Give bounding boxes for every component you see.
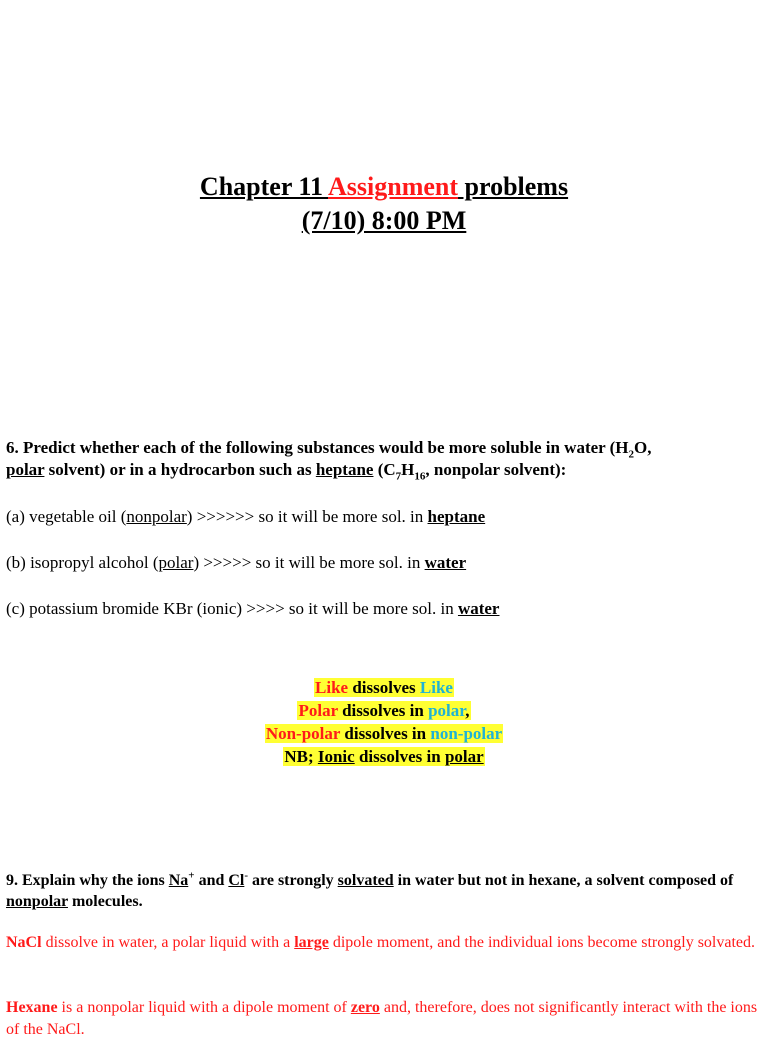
rule-like-2: Like xyxy=(419,678,453,697)
q6-polar: polar xyxy=(6,460,45,479)
q6-mid: solvent) or in a hydrocarbon such as xyxy=(44,460,316,479)
solubility-rule xyxy=(0,676,768,768)
answer-a-mid: ) >>>>>> so it will be more sol. in xyxy=(186,507,428,526)
rule-polar-3: polar xyxy=(444,747,484,766)
q6-h: H xyxy=(401,460,415,479)
answer-b-result: water xyxy=(424,553,467,572)
rule-comma: , xyxy=(465,701,470,720)
q9-cl: Cl xyxy=(228,872,245,889)
hexane-text-1: is a nonpolar liquid with a dipole moment of xyxy=(57,999,351,1016)
rule-polar-1: Polar xyxy=(298,701,338,720)
rule-dissolves-4: dissolves in xyxy=(354,747,445,766)
q6-sub-2: 2 xyxy=(628,448,635,461)
q6-sub-7: 7 xyxy=(395,470,402,483)
hexane-zero: zero xyxy=(350,999,380,1016)
q6-heptane: heptane xyxy=(315,460,374,479)
question-6 xyxy=(6,437,756,481)
answer-c-pre: (c) potassium bromide KBr (ionic) >>>> so it will be more sol. in xyxy=(6,599,458,618)
question-9 xyxy=(6,870,746,912)
nacl-term: NaCl xyxy=(6,934,42,951)
rule-line-4 xyxy=(0,745,768,768)
hexane-text-2: and, therefore, does not significantly interact with the ions of the NaCl. xyxy=(6,999,758,1038)
q9-solvated: solvated xyxy=(337,872,394,889)
rule-ionic: Ionic xyxy=(317,747,355,766)
rule-nb: NB; xyxy=(284,747,318,766)
nacl-text-2: dipole moment, and the individual ions become strongly solvated. xyxy=(328,934,756,951)
rule-dissolves-2: dissolves in xyxy=(337,701,429,720)
hexane-term: Hexane xyxy=(6,999,58,1016)
rule-dissolves-3: dissolves in xyxy=(340,724,431,743)
answer-c-result: water xyxy=(457,599,500,618)
q9-lead: 9. Explain why the ions xyxy=(6,872,169,889)
title-deadline: (7/10) 8:00 PM xyxy=(301,206,467,235)
q6-paren: (C xyxy=(373,460,396,479)
q9-cl-sup: - xyxy=(244,869,249,882)
hexane-paragraph xyxy=(6,997,764,1041)
rule-nonpolar-2: non-polar xyxy=(430,724,503,743)
answer-b-pre: (b) isopropyl alcohol ( xyxy=(6,553,159,572)
page-title xyxy=(0,170,768,204)
nacl-paragraph xyxy=(6,932,764,954)
q6-sub-16: 16 xyxy=(414,470,426,483)
rule-dissolves-1: dissolves xyxy=(348,678,420,697)
q6-tail: , nonpolar solvent): xyxy=(425,460,567,479)
nacl-large: large xyxy=(294,934,329,951)
rule-like-1: Like xyxy=(315,678,349,697)
q9-nonpolar: nonpolar xyxy=(6,893,68,910)
answer-b-term: polar xyxy=(158,553,194,572)
q6-lead: 6. Predict whether each of the following substances would be more soluble in water (H xyxy=(6,438,629,457)
answer-b-mid: ) >>>>> so it will be more sol. in xyxy=(193,553,425,572)
q9-mid: are strongly xyxy=(248,872,338,889)
rule-line-2 xyxy=(0,699,768,722)
answer-a-term: nonpolar xyxy=(126,507,187,526)
answer-a-pre: (a) vegetable oil ( xyxy=(6,507,127,526)
title-chapter: Chapter 11 xyxy=(199,172,329,201)
rule-line-1 xyxy=(0,676,768,699)
title-problems: problems xyxy=(458,172,569,201)
q9-and: and xyxy=(194,872,229,889)
title-assignment: Assignment xyxy=(328,172,459,201)
q9-mid2: in water but not in hexane, a solvent composed of xyxy=(393,872,734,889)
answer-a xyxy=(6,506,485,528)
q6-after-sub: O, xyxy=(634,438,652,457)
answer-b xyxy=(6,552,466,574)
page-subtitle xyxy=(0,204,768,238)
answer-c xyxy=(6,598,499,620)
rule-polar-2: polar xyxy=(428,701,466,720)
rule-line-3 xyxy=(0,722,768,745)
nacl-text-1: dissolve in water, a polar liquid with a xyxy=(41,934,295,951)
rule-nonpolar-1: Non-polar xyxy=(265,724,341,743)
answer-a-result: heptane xyxy=(427,507,486,526)
q9-tail: molecules. xyxy=(67,893,143,910)
q9-na-sup: + xyxy=(188,869,195,882)
q9-na: Na xyxy=(168,872,189,889)
